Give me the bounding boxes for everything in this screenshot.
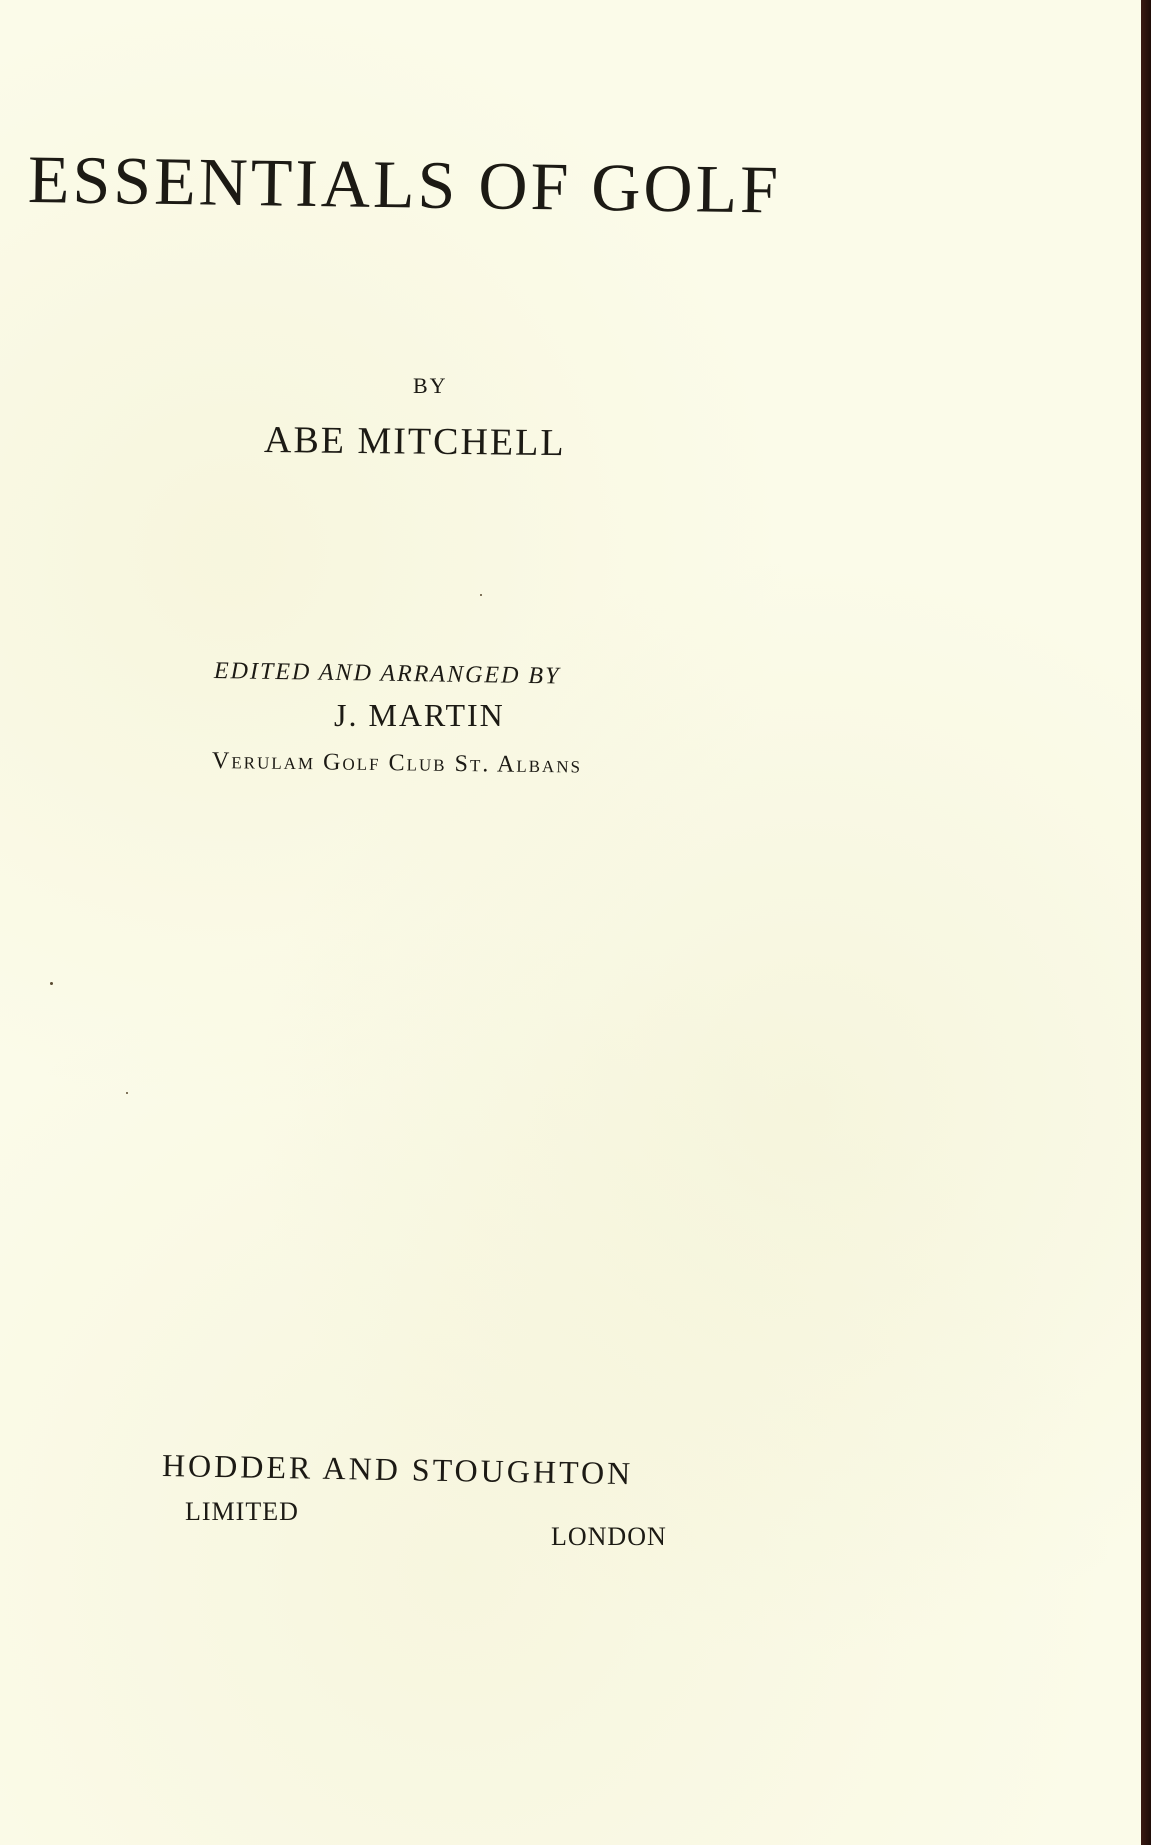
paper-speck <box>480 594 482 596</box>
publisher-city: LONDON <box>551 1522 667 1551</box>
book-title: ESSENTIALS OF GOLF <box>27 141 782 228</box>
editor-name: J. MARTIN <box>334 697 505 733</box>
by-label: BY <box>413 373 448 398</box>
editor-affiliation: Verulam Golf Club St. Albans <box>211 748 583 779</box>
book-spine-edge <box>1141 0 1151 1845</box>
publisher-suffix: LIMITED <box>185 1497 299 1526</box>
publisher-name: HODDER AND STOUGHTON <box>161 1447 634 1492</box>
author-name: ABE MITCHELL <box>263 419 566 465</box>
edited-arranged-label: EDITED AND ARRANGED BY <box>213 658 561 690</box>
paper-speck <box>126 1092 128 1094</box>
paper-speck <box>50 982 53 985</box>
